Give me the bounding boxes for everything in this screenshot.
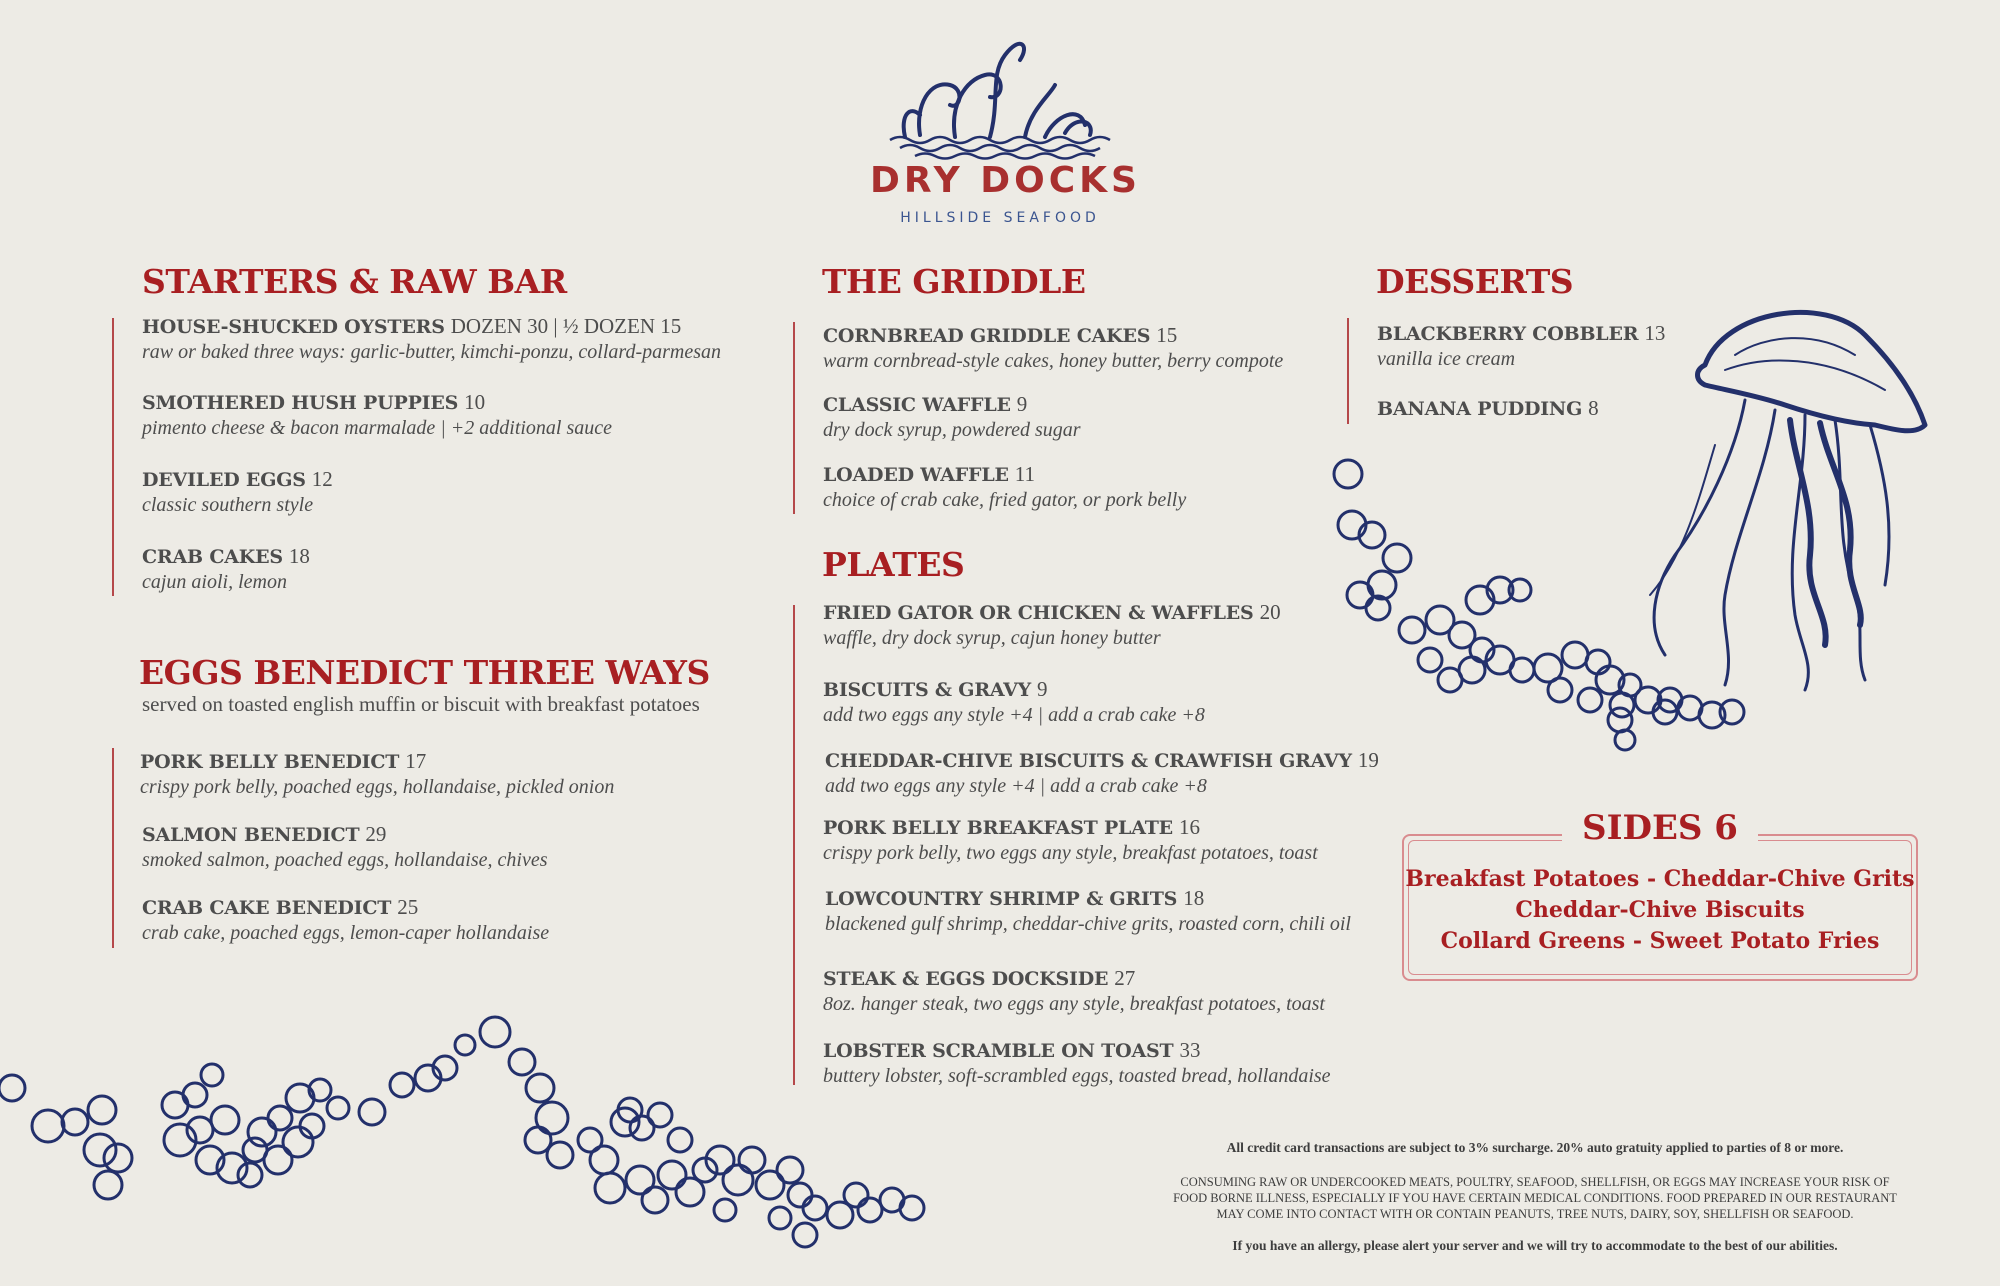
item-name: CHEDDAR-CHIVE BISCUITS & CRAWFISH GRAVY xyxy=(825,750,1352,772)
item-price: 13 xyxy=(1644,321,1666,345)
item-name: LOWCOUNTRY SHRIMP & GRITS xyxy=(825,888,1178,910)
item-price: 18 xyxy=(288,544,310,568)
item-desc: vanilla ice cream xyxy=(1377,348,1516,370)
starters-title: STARTERS & RAW BAR xyxy=(142,262,567,301)
desserts-title: DESSERTS xyxy=(1376,262,1574,301)
food-warning-line: MAY COME INTO CONTACT WITH OR CONTAIN PEANUTS, TREE NUTS, DAIRY, SOY, SHELLFISH OR SEAFOOD. xyxy=(1216,1207,1854,1221)
item-price: 15 xyxy=(1156,323,1178,347)
item-price: 25 xyxy=(397,895,419,919)
item-desc: cajun aioli, lemon xyxy=(142,571,287,593)
sides-line: Breakfast Potatoes - Cheddar-Chive Grits xyxy=(1405,866,1915,892)
item-name: CLASSIC WAFFLE xyxy=(823,394,1011,416)
item-price: 16 xyxy=(1178,815,1200,839)
item-name: LOADED WAFFLE xyxy=(823,464,1009,486)
food-warning-line: FOOD BORNE ILLNESS, ESPECIALLY IF YOU HAVE CERTAIN MEDICAL CONDITIONS. FOOD PREPARED IN OUR RESTAURANT xyxy=(1173,1191,1897,1205)
item-name: BLACKBERRY COBBLER xyxy=(1377,323,1639,345)
sides-line: Cheddar-Chive Biscuits xyxy=(1515,897,1805,923)
benedict-title: EGGS BENEDICT THREE WAYS xyxy=(139,653,710,692)
item-price: 8 xyxy=(1588,396,1599,420)
allergy-note: If you have an allergy, please alert your server and we will try to accommodate to the best of our abilities. xyxy=(1232,1238,1838,1253)
item-price: 33 xyxy=(1179,1038,1201,1062)
item-price: 9 xyxy=(1036,677,1048,701)
item-desc: 8oz. hanger steak, two eggs any style, breakfast potatoes, toast xyxy=(823,993,1325,1015)
item-price: 12 xyxy=(311,467,333,491)
item-desc: dry dock syrup, powdered sugar xyxy=(823,419,1081,441)
benedict-subtitle: served on toasted english muffin or biscuit with breakfast potatoes xyxy=(142,692,700,716)
item-desc: crispy pork belly, poached eggs, hollandaise, pickled onion xyxy=(140,776,615,798)
item-price: 18 xyxy=(1183,886,1205,910)
item-desc: smoked salmon, poached eggs, hollandaise, chives xyxy=(142,849,548,871)
item-price: 17 xyxy=(405,749,427,773)
item-desc: waffle, dry dock syrup, cajun honey butter xyxy=(823,627,1161,649)
item-desc: raw or baked three ways: garlic-butter, kimchi-ponzu, collard-parmesan xyxy=(142,341,721,363)
item-price: 27 xyxy=(1114,966,1136,990)
item-price: 29 xyxy=(365,822,387,846)
item-name: CORNBREAD GRIDDLE CAKES xyxy=(823,325,1151,347)
item-price: DOZEN 30 | ½ DOZEN 15 xyxy=(450,314,682,338)
item-name: HOUSE-SHUCKED OYSTERS xyxy=(142,316,445,338)
item-name: SALMON BENEDICT xyxy=(142,824,360,846)
item-name: PORK BELLY BREAKFAST PLATE xyxy=(823,817,1173,839)
griddle-title: THE GRIDDLE xyxy=(822,262,1086,301)
item-name: LOBSTER SCRAMBLE ON TOAST xyxy=(823,1040,1174,1062)
item-desc: crab cake, poached eggs, lemon-caper hollandaise xyxy=(142,922,550,944)
food-warning-line: CONSUMING RAW OR UNDERCOOKED MEATS, POULTRY, SEAFOOD, SHELLFISH, OR EGGS MAY INCREASE YOUR RISK OF xyxy=(1180,1175,1890,1189)
item-price: 9 xyxy=(1016,392,1028,416)
item-price: 19 xyxy=(1357,748,1379,772)
item-desc: classic southern style xyxy=(142,494,314,516)
item-name: BANANA PUDDING xyxy=(1377,398,1583,420)
item-desc: add two eggs any style +4 | add a crab cake +8 xyxy=(823,704,1205,726)
item-desc: blackened gulf shrimp, cheddar-chive grits, roasted corn, chili oil xyxy=(825,913,1351,935)
surcharge-note: All credit card transactions are subject to 3% surcharge. 20% auto gratuity applied to parties of 8 or more. xyxy=(1226,1140,1844,1155)
item-price: 11 xyxy=(1014,462,1036,486)
brand-tagline: HILLSIDE SEAFOOD xyxy=(900,210,1100,226)
item-desc: add two eggs any style +4 | add a crab cake +8 xyxy=(825,775,1207,797)
item-desc: choice of crab cake, fried gator, or pork belly xyxy=(823,489,1187,511)
item-name: SMOTHERED HUSH PUPPIES xyxy=(142,392,459,414)
sides-line: Collard Greens - Sweet Potato Fries xyxy=(1440,928,1880,954)
item-desc: crispy pork belly, two eggs any style, breakfast potatoes, toast xyxy=(823,842,1318,864)
item-desc: warm cornbread-style cakes, honey butter, berry compote xyxy=(823,350,1284,372)
item-name: CRAB CAKE BENEDICT xyxy=(142,897,392,919)
item-name: FRIED GATOR OR CHICKEN & WAFFLES xyxy=(823,602,1254,624)
item-name: PORK BELLY BENEDICT xyxy=(140,751,400,773)
item-desc: buttery lobster, soft-scrambled eggs, toasted bread, hollandaise xyxy=(823,1065,1331,1087)
item-name: DEVILED EGGS xyxy=(142,469,306,491)
item-name: BISCUITS & GRAVY xyxy=(823,679,1031,701)
item-price: 10 xyxy=(464,390,486,414)
item-price: 20 xyxy=(1259,600,1281,624)
item-desc: pimento cheese & bacon marmalade | +2 additional sauce xyxy=(142,417,613,439)
item-name: STEAK & EGGS DOCKSIDE xyxy=(823,968,1109,990)
item-name: CRAB CAKES xyxy=(142,546,283,568)
sides-title: SIDES 6 xyxy=(1562,808,1758,848)
plates-title: PLATES xyxy=(822,545,965,584)
brand-name: DRY DOCKS xyxy=(870,160,1141,201)
